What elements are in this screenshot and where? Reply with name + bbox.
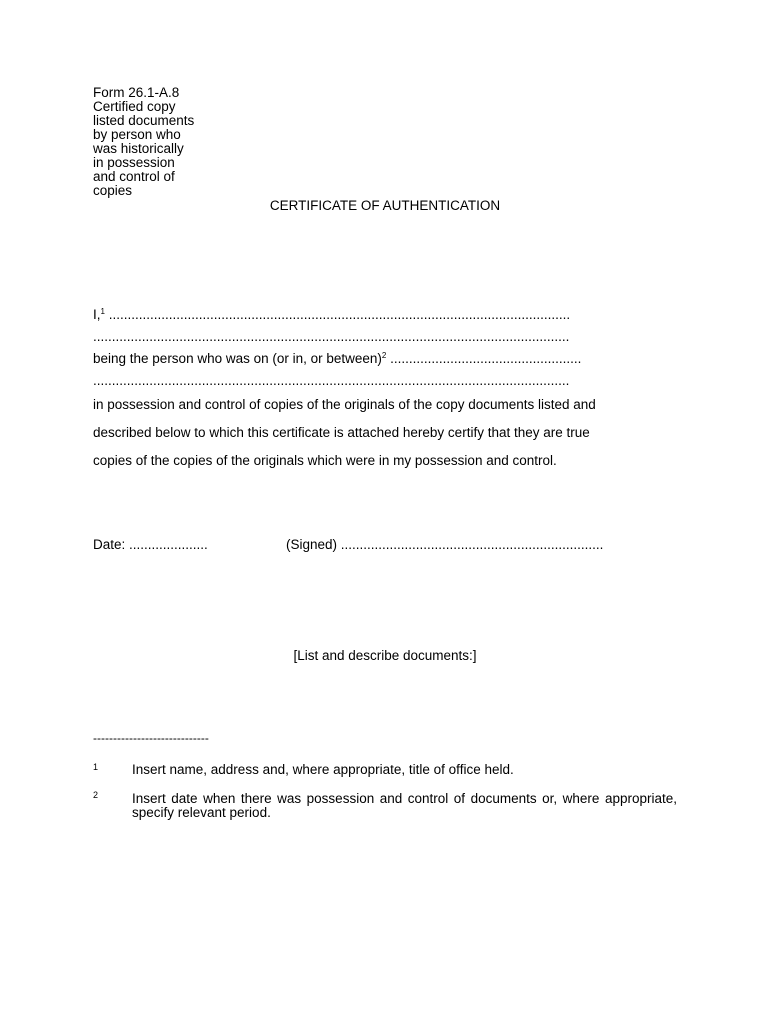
footnote-separator: ----------------------------- (93, 731, 209, 745)
form-ref-line: Form 26.1-A.8 (93, 85, 180, 100)
period-continuation-line: ............................................................................................................................... (93, 373, 570, 388)
footnote-ref-2: 2 (381, 351, 387, 360)
form-ref-line: Certified copy (93, 99, 176, 114)
list-heading: [List and describe documents:] (293, 648, 477, 663)
form-reference (93, 86, 194, 198)
name-prefix: I, (93, 307, 101, 322)
certification-text-line: described below to which this certificate is attached hereby certify that they are true (93, 425, 590, 440)
footnote-number: 1 (93, 762, 99, 772)
footnote-number: 2 (93, 790, 99, 800)
certification-text-line: copies of the copies of the originals which were in my possession and control. (93, 453, 557, 468)
form-ref-line: copies (93, 183, 133, 198)
footnote-text: Insert name, address and, where appropriate, title of office held. (132, 762, 514, 777)
footnote-ref-1: 1 (100, 307, 105, 316)
name-line (93, 307, 643, 322)
document-title: CERTIFICATE OF AUTHENTICATION (269, 198, 501, 213)
period-line (93, 351, 643, 366)
form-ref-line: was historically (93, 141, 184, 156)
signature-field: (Signed) ...................................................................... (286, 537, 604, 552)
date-field: Date: ..................... (93, 537, 208, 552)
name-dots: ........................................................................................................................... (108, 307, 571, 322)
period-text: being the person who was on (or in, or between) (93, 351, 382, 366)
name-continuation-line: ............................................................................................................................... (93, 329, 570, 344)
period-dots: ................................................... (390, 351, 582, 366)
form-ref-line: in possession (93, 155, 175, 170)
footnote-text: Insert date when there was possession and control of documents or, where appropriate, specify relevant period. (132, 791, 677, 820)
form-ref-line: listed documents (93, 113, 195, 128)
form-ref-line: by person who (93, 127, 181, 142)
certification-text-line: in possession and control of copies of the originals of the copy documents listed and (93, 397, 596, 412)
form-ref-line: and control of (93, 169, 175, 184)
